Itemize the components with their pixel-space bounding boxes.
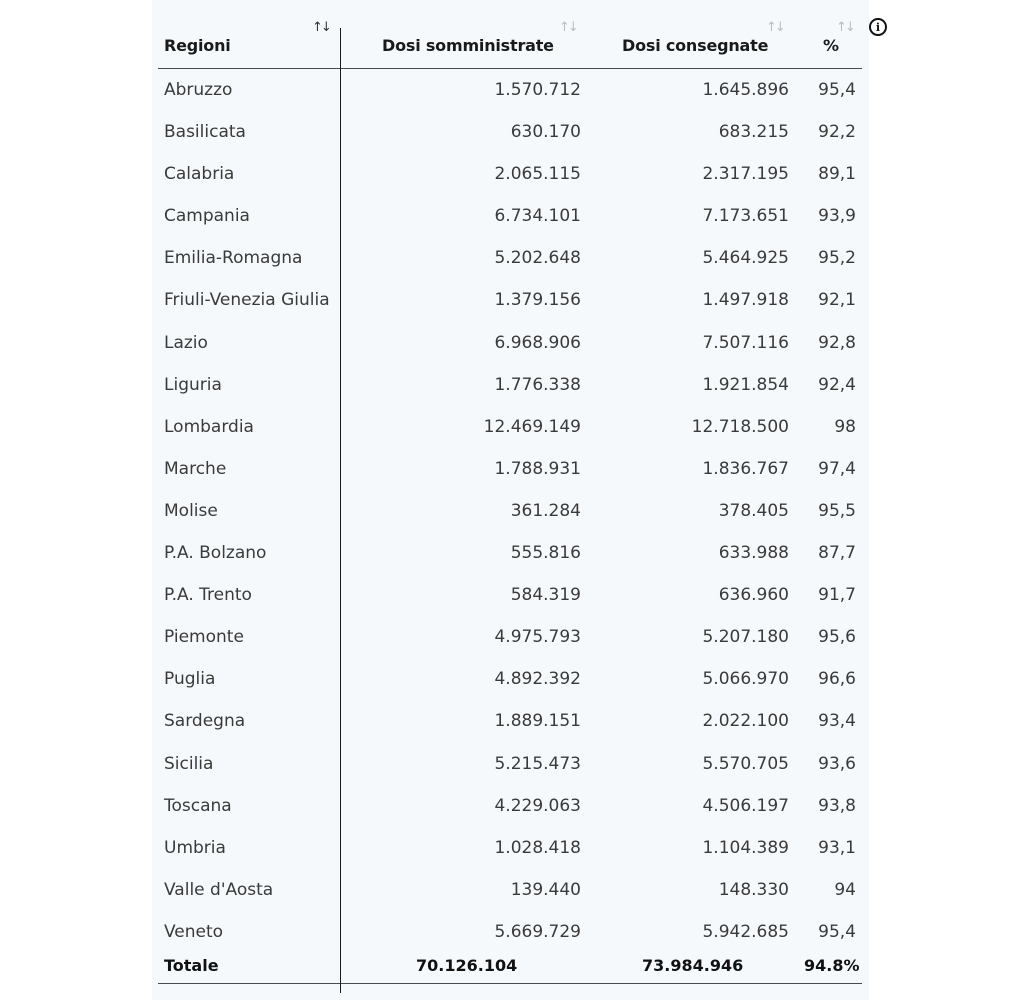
total-delivered: 73.984.946 xyxy=(642,955,744,975)
cell-region: Valle d'Aosta xyxy=(164,879,274,900)
cell-percent: 95,5 xyxy=(818,500,856,521)
cell-percent: 91,7 xyxy=(818,585,856,606)
cell-region: Friuli-Venezia Giulia xyxy=(164,290,330,311)
info-icon[interactable]: i xyxy=(869,18,887,36)
cell-region: Lazio xyxy=(164,332,208,353)
sort-icon-percent[interactable]: ↑↓ xyxy=(836,20,854,35)
cell-administered: 1.889.151 xyxy=(494,711,581,732)
cell-delivered: 378.405 xyxy=(718,500,789,521)
cell-percent: 98 xyxy=(834,416,856,437)
table-row xyxy=(158,448,862,490)
cell-delivered: 5.570.705 xyxy=(702,753,789,774)
cell-delivered: 1.836.767 xyxy=(702,458,789,479)
table-row xyxy=(158,195,862,237)
table-row xyxy=(158,911,862,953)
cell-administered: 555.816 xyxy=(510,543,581,564)
table-row xyxy=(158,279,862,321)
cell-region: Veneto xyxy=(164,921,224,942)
cell-administered: 6.734.101 xyxy=(494,206,581,227)
cell-delivered: 12.718.500 xyxy=(691,416,789,437)
table-row xyxy=(158,827,862,869)
table-row xyxy=(158,532,862,574)
cell-percent: 92,8 xyxy=(818,332,856,353)
table-row xyxy=(158,237,862,279)
column-header-dosi-somministrate[interactable]: Dosi somministrate xyxy=(382,36,554,55)
cell-administered: 1.379.156 xyxy=(494,290,581,311)
cell-percent: 93,1 xyxy=(818,837,856,858)
cell-delivered: 2.317.195 xyxy=(702,164,789,185)
table-row xyxy=(158,574,862,616)
cell-percent: 87,7 xyxy=(818,543,856,564)
cell-administered: 5.202.648 xyxy=(494,248,581,269)
table-body xyxy=(158,69,862,953)
cell-delivered: 636.960 xyxy=(718,585,789,606)
cell-administered: 139.440 xyxy=(510,879,581,900)
cell-percent: 97,4 xyxy=(818,458,856,479)
table-row xyxy=(158,364,862,406)
cell-administered: 5.215.473 xyxy=(494,753,581,774)
cell-region: Abruzzo xyxy=(164,80,233,100)
cell-region: Piemonte xyxy=(164,627,244,648)
cell-percent: 92,2 xyxy=(818,122,856,143)
table-row xyxy=(158,153,862,195)
cell-percent: 95,4 xyxy=(818,80,856,100)
sort-icon-dosi-consegnate[interactable]: ↑↓ xyxy=(766,20,784,35)
cell-region: P.A. Trento xyxy=(164,585,252,606)
cell-administered: 4.229.063 xyxy=(494,795,581,816)
table-row xyxy=(158,785,862,827)
vaccine-table xyxy=(158,0,862,984)
total-percent: 94.8% xyxy=(804,955,860,975)
column-header-dosi-consegnate[interactable]: Dosi consegnate xyxy=(622,36,769,55)
cell-delivered: 2.022.100 xyxy=(702,711,789,732)
cell-region: Basilicata xyxy=(164,122,246,143)
cell-region: Lombardia xyxy=(164,416,254,437)
cell-delivered: 1.104.389 xyxy=(702,837,789,858)
cell-region: P.A. Bolzano xyxy=(164,543,267,564)
sort-icon-dosi-somministrate[interactable]: ↑↓ xyxy=(559,20,577,35)
cell-delivered: 5.207.180 xyxy=(702,627,789,648)
column-header-regioni[interactable]: Regioni xyxy=(164,36,231,55)
cell-delivered: 1.921.854 xyxy=(702,374,789,395)
table-row xyxy=(158,69,862,111)
cell-delivered: 5.942.685 xyxy=(702,921,789,942)
cell-percent: 94 xyxy=(834,879,856,900)
cell-region: Liguria xyxy=(164,374,222,395)
table-row xyxy=(158,490,862,532)
cell-percent: 95,2 xyxy=(818,248,856,269)
cell-administered: 2.065.115 xyxy=(494,164,581,185)
cell-percent: 93,4 xyxy=(818,711,856,732)
table-row xyxy=(158,700,862,742)
cell-percent: 93,6 xyxy=(818,753,856,774)
cell-percent: 92,4 xyxy=(818,374,856,395)
cell-region: Emilia-Romagna xyxy=(164,248,303,269)
cell-administered: 4.892.392 xyxy=(494,669,581,690)
cell-percent: 93,9 xyxy=(818,206,856,227)
table-row xyxy=(158,406,862,448)
table-row xyxy=(158,322,862,364)
cell-region: Calabria xyxy=(164,164,235,185)
cell-administered: 4.975.793 xyxy=(494,627,581,648)
cell-percent: 92,1 xyxy=(818,290,856,311)
column-header-percent[interactable]: % xyxy=(823,36,839,55)
cell-region: Umbria xyxy=(164,837,226,858)
cell-percent: 95,4 xyxy=(818,921,856,942)
cell-administered: 1.788.931 xyxy=(494,458,581,479)
cell-delivered: 1.497.918 xyxy=(702,290,789,311)
table-row xyxy=(158,616,862,658)
cell-region: Molise xyxy=(164,500,218,521)
cell-administered: 5.669.729 xyxy=(494,921,581,942)
sort-icon-regioni[interactable]: ↑↓ xyxy=(312,20,330,35)
cell-administered: 584.319 xyxy=(510,585,581,606)
cell-percent: 96,6 xyxy=(818,669,856,690)
cell-administered: 6.968.906 xyxy=(494,332,581,353)
cell-delivered: 633.988 xyxy=(718,543,789,564)
cell-delivered: 5.464.925 xyxy=(702,248,789,269)
cell-percent: 95,6 xyxy=(818,627,856,648)
column-divider xyxy=(340,28,341,993)
cell-administered: 630.170 xyxy=(510,122,581,143)
cell-region: Marche xyxy=(164,458,227,479)
total-row xyxy=(158,953,862,984)
cell-administered: 361.284 xyxy=(510,500,581,521)
cell-delivered: 683.215 xyxy=(718,122,789,143)
table-row xyxy=(158,111,862,153)
table-row xyxy=(158,658,862,700)
cell-region: Sardegna xyxy=(164,711,246,732)
cell-delivered: 7.173.651 xyxy=(702,206,789,227)
cell-percent: 93,8 xyxy=(818,795,856,816)
cell-administered: 1.776.338 xyxy=(494,374,581,395)
table-header xyxy=(158,0,862,69)
cell-delivered: 148.330 xyxy=(718,879,789,900)
cell-region: Toscana xyxy=(164,795,232,816)
cell-percent: 89,1 xyxy=(818,164,856,185)
cell-region: Sicilia xyxy=(164,753,214,774)
cell-delivered: 4.506.197 xyxy=(702,795,789,816)
cell-delivered: 1.645.896 xyxy=(702,80,789,100)
table-row xyxy=(158,743,862,785)
cell-administered: 12.469.149 xyxy=(483,416,581,437)
total-administered: 70.126.104 xyxy=(416,955,518,975)
cell-delivered: 7.507.116 xyxy=(702,332,789,353)
cell-region: Campania xyxy=(164,206,250,227)
cell-administered: 1.028.418 xyxy=(494,837,581,858)
cell-region: Puglia xyxy=(164,669,216,690)
table-row xyxy=(158,869,862,911)
cell-administered: 1.570.712 xyxy=(494,80,581,100)
cell-delivered: 5.066.970 xyxy=(702,669,789,690)
total-label: Totale xyxy=(164,955,219,975)
